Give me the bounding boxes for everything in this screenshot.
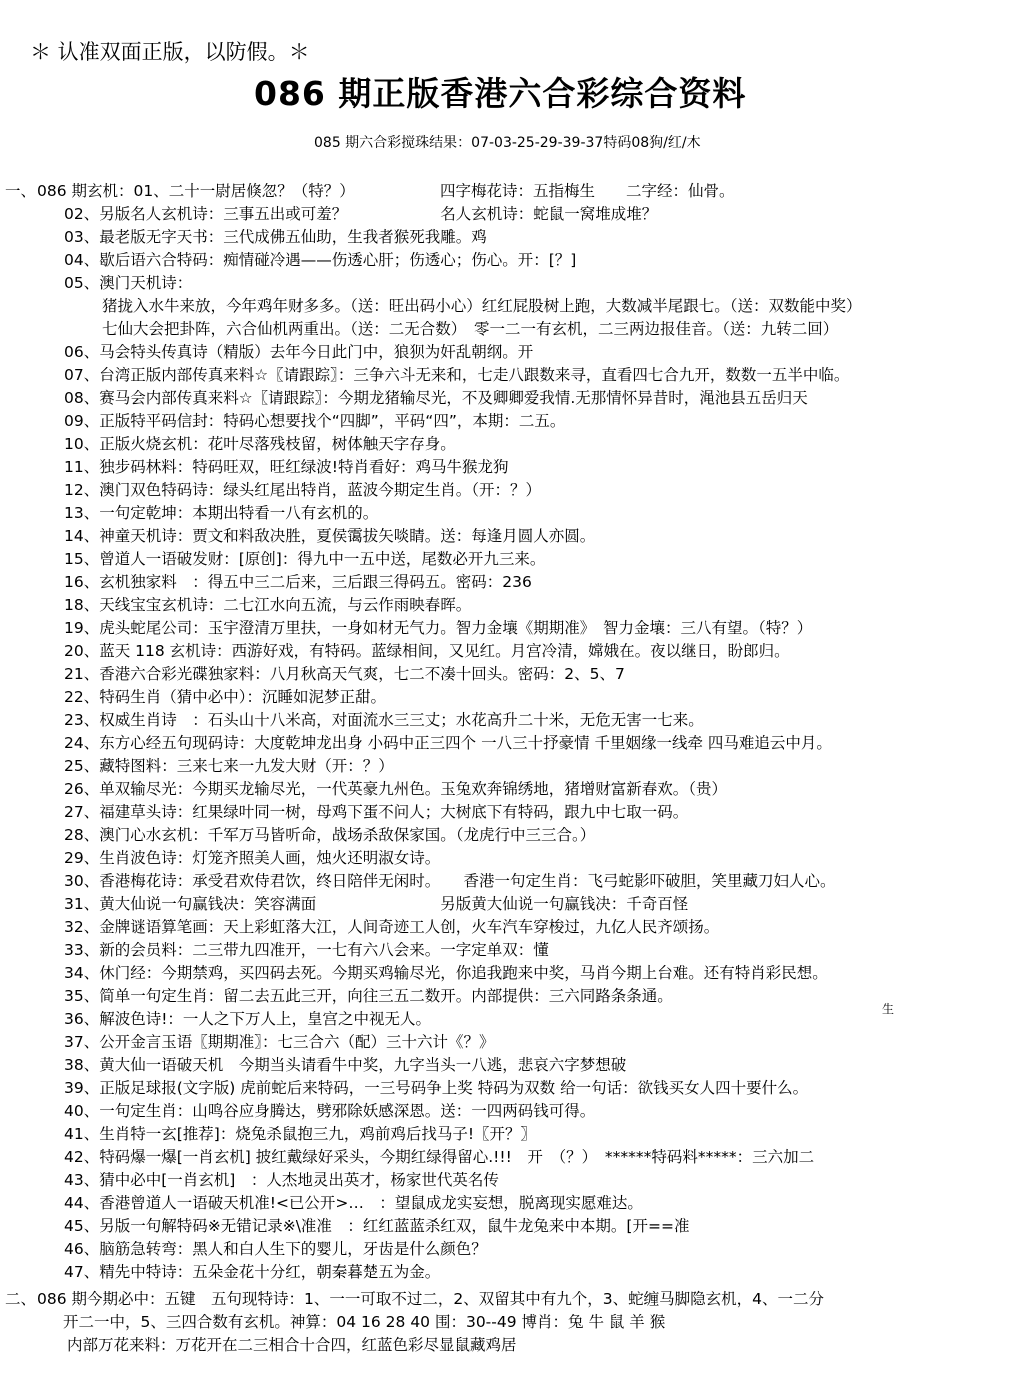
stray-mark: 生	[882, 1002, 895, 1016]
list-item: 12、澳门双色特码诗：绿头红尾出特肖，蓝波今期定生肖。（开：？）	[64, 481, 541, 499]
list-item: 35、简单一句定生肖：留二去五此三开，向往三五二数开。内部提供：三六同路条条通。	[64, 987, 673, 1005]
list-item: 47、精先中特诗：五朵金花十分红，朝秦暮楚五为金。	[64, 1263, 441, 1281]
list-item: 18、天线宝宝玄机诗：二七江水向五流，与云作雨映春晖。	[64, 596, 472, 614]
list-item-continuation: 猪拢入水牛来放，今年鸡年财多多。（送：旺出码小心）红红屁股树上跑，大数减半尾跟七。（送：双数能中奖）	[102, 297, 862, 315]
list-item: 03、最老版无字天书：三代成佛五仙助，生我者猴死我雕。鸡	[64, 228, 487, 246]
list-item: 46、脑筋急转弯：黑人和白人生下的婴儿，牙齿是什么颜色？	[64, 1240, 487, 1258]
list-item: 14、神童天机诗：贾文和料敌决胜，夏侯霭拔矢啖睛。送：每逢月圆人亦圆。	[64, 527, 596, 545]
list-item: 02、另版名人玄机诗：三事五出或可羞？ 名人玄机诗：蛇鼠一窝堆成堆？	[64, 205, 658, 223]
list-item: 20、蓝天 118 玄机诗：西游好戏，有特码。蓝绿相间，又见红。月宫冷清，嫦娥在。夜以继日，盼郎归。	[64, 642, 790, 660]
list-item: 43、猜中必中[一肖玄机] ：人杰地灵出英才，杨家世代英名传	[64, 1171, 499, 1189]
list-item: 26、单双输尽光：今期买龙输尽光，一代英豪九州色。玉兔欢奔锦绣地，猪增财富新春欢。（贵）	[64, 780, 727, 798]
list-item: 32、金牌谜语算笔画：天上彩虹落大江，人间奇迹工人创，火车汽车穿梭过，九亿人民齐颂扬。	[64, 918, 720, 936]
list-item: 09、正版特平码信封：特码心想要找个“四脚”，平码“四”，本期：二五。	[64, 412, 566, 430]
list-item: 10、正版火烧玄机：花叶尽落残枝留，树体触天字存身。	[64, 435, 456, 453]
list-item: 19、虎头蛇尾公司：玉宇澄清万里扶，一身如材无气力。智力金壤《期期准》 智力金壤：三八有望。（特？）	[64, 619, 813, 637]
list-item: 39、正版足球报(文字版) 虎前蛇后来特码，一三号码争上奖 特码为双数 给一句话：欲钱买女人四十要什么。	[64, 1079, 809, 1097]
list-item: 31、黄大仙说一句赢钱决：笑容满面 另版黄大仙说一句赢钱决：千奇百怪	[64, 895, 689, 913]
list-item: 44、香港曾道人一语破天机准!<已公开>… ：望鼠成龙实妄想，脱离现实愿难达。	[64, 1194, 643, 1212]
list-item: 29、生肖波色诗：灯笼齐照美人画，烛火还明淑女诗。	[64, 849, 441, 867]
list-item: 36、解波色诗!：一人之下万人上，皇宫之中视无人。	[64, 1010, 431, 1028]
list-item: 40、一句定生肖：山鸣谷应身腾达，劈邪除妖感深恩。送：一四两码钱可得。	[64, 1102, 596, 1120]
list-item: 41、生肖特一玄[推荐]：烧兔杀鼠抱三九，鸡前鸡后找马子!〖开？〗	[64, 1125, 537, 1143]
list-item: 086 期玄机：01、二十一尉居倏忽？（特？） 四字梅花诗：五指梅生 二字经：仙骨。	[37, 182, 735, 200]
anti-counterfeit-notice: ＊ 认准双面正版，以防假。＊	[30, 40, 310, 64]
list-item: 06、马会特头传真诗（精版）去年今日此门中，狼狈为奸乱朝纲。开	[64, 343, 534, 361]
list-item: 22、特码生肖（猜中必中）：沉睡如泥梦正甜。	[64, 688, 386, 706]
list-item: 38、黄大仙一语破天机 今期当头请看牛中奖，九字当头一八逃，悲哀六字梦想破	[64, 1056, 627, 1074]
list-item: 25、藏特图料：三来七来一九发大财（开：？）	[64, 757, 394, 775]
list-item: 15、曾道人一语破发财：[原创]：得九中一五中送，尾数必开九三来。	[64, 550, 546, 568]
list-item: 21、香港六合彩光碟独家料：八月秋高天气爽，七二不凑十回头。密码：2、5、7	[64, 665, 625, 683]
list-item: 23、权威生肖诗 ：石头山十八米高，对面流水三三丈；水花高升二十米，无危无害一七来。	[64, 711, 704, 729]
list-item: 13、一句定乾坤：本期出特看一八有玄机的。	[64, 504, 379, 522]
list-item: 30、香港梅花诗：承受君欢侍君饮，终日陪伴无闲时。 香港一句定生肖：飞弓蛇影吓破胆，笑里藏刀妇人心。	[64, 872, 836, 890]
list-item: 28、澳门心水玄机：千军万马皆听命，战场杀敌保家国。（龙虎行中三三合。）	[64, 826, 596, 844]
list-item: 08、赛马会内部传真来料☆〖请跟踪〗：今期龙猪输尽光，不及卿卿爱我情.无那情怀异昔时，渑池县五岳归天	[64, 389, 808, 407]
list-item-continuation: 开二一中，5、三四合数有玄机。神算：04 16 28 40 围：30--49 博肖：兔 牛 鼠 羊 猴	[63, 1313, 666, 1331]
list-item: 05、澳门天机诗：	[64, 274, 193, 292]
list-item: 37、公开金言玉语〖期期准〗：七三合六（配）三十六计《？》	[64, 1033, 495, 1051]
list-item: 34、休门经：今期禁鸡，买四码去死。今期买鸡输尽光，你追我跑来中奖，马肖今期上台难。还有特肖彩民想。	[64, 964, 828, 982]
section-one-marker: 一、	[5, 182, 37, 200]
list-item: 24、东方心经五句现码诗：大度乾坤龙出身 小码中正三四个 一八三十抒豪情 千里姻缘一线牵 四马难追云中月。	[64, 734, 832, 752]
list-item: 内部万花来料：万花开在二三相合十合四，红蓝色彩尽显鼠藏鸡居	[67, 1336, 517, 1354]
previous-draw-result: 085 期六合彩搅珠结果：07-03-25-29-39-37特码08狗/红/木	[314, 135, 701, 151]
list-item-continuation: 七仙大会把卦阵，六合仙机两重出。（送：二无合数） 零一二一有玄机，二三两边报佳音。（送：九转二回）	[102, 320, 839, 338]
page-title: 086 期正版香港六合彩综合资料	[254, 74, 747, 113]
list-item: 27、福建草头诗：红果绿叶同一树，母鸡下蛋不问人；大树底下有特码，跟九中七取一码。	[64, 803, 689, 821]
list-item: 11、独步码林料：特码旺双，旺红绿波!特肖看好：鸡马牛猴龙狗	[64, 458, 509, 476]
list-item: 086 期今期必中：五键 五句现特诗：1、一一可取不过二，2、双留其中有九个，3、蛇缠马脚隐玄机，4、一二分	[37, 1290, 824, 1308]
list-item: 07、台湾正版内部传真来料☆〖请跟踪〗：三争六斗无来和，七走八跟数来寻，直看四七合九开，数数一五半中临。	[64, 366, 850, 384]
list-item: 45、另版一句解特码※无错记录※\准准 ：红红蓝蓝杀红双，鼠牛龙兔来中本期。[开==准	[64, 1217, 690, 1235]
list-item: 16、玄机独家料 ：得五中三二后来，三后跟三得码五。密码：236	[64, 573, 532, 591]
list-item: 33、新的会员料：二三带九四准开，一七有六八会来。一字定单双：懂	[64, 941, 549, 959]
list-item: 42、特码爆一爆[一肖玄机] 披红戴绿好采头，今期红绿得留心.!!! 开 （？） ******特码料*****：三六加二	[64, 1148, 815, 1166]
section-two-marker: 二、	[5, 1290, 37, 1308]
list-item: 04、歇后语六合特码：痴情碰冷遇——伤透心肝；伤透心；伤心。开：[？]	[64, 251, 577, 269]
